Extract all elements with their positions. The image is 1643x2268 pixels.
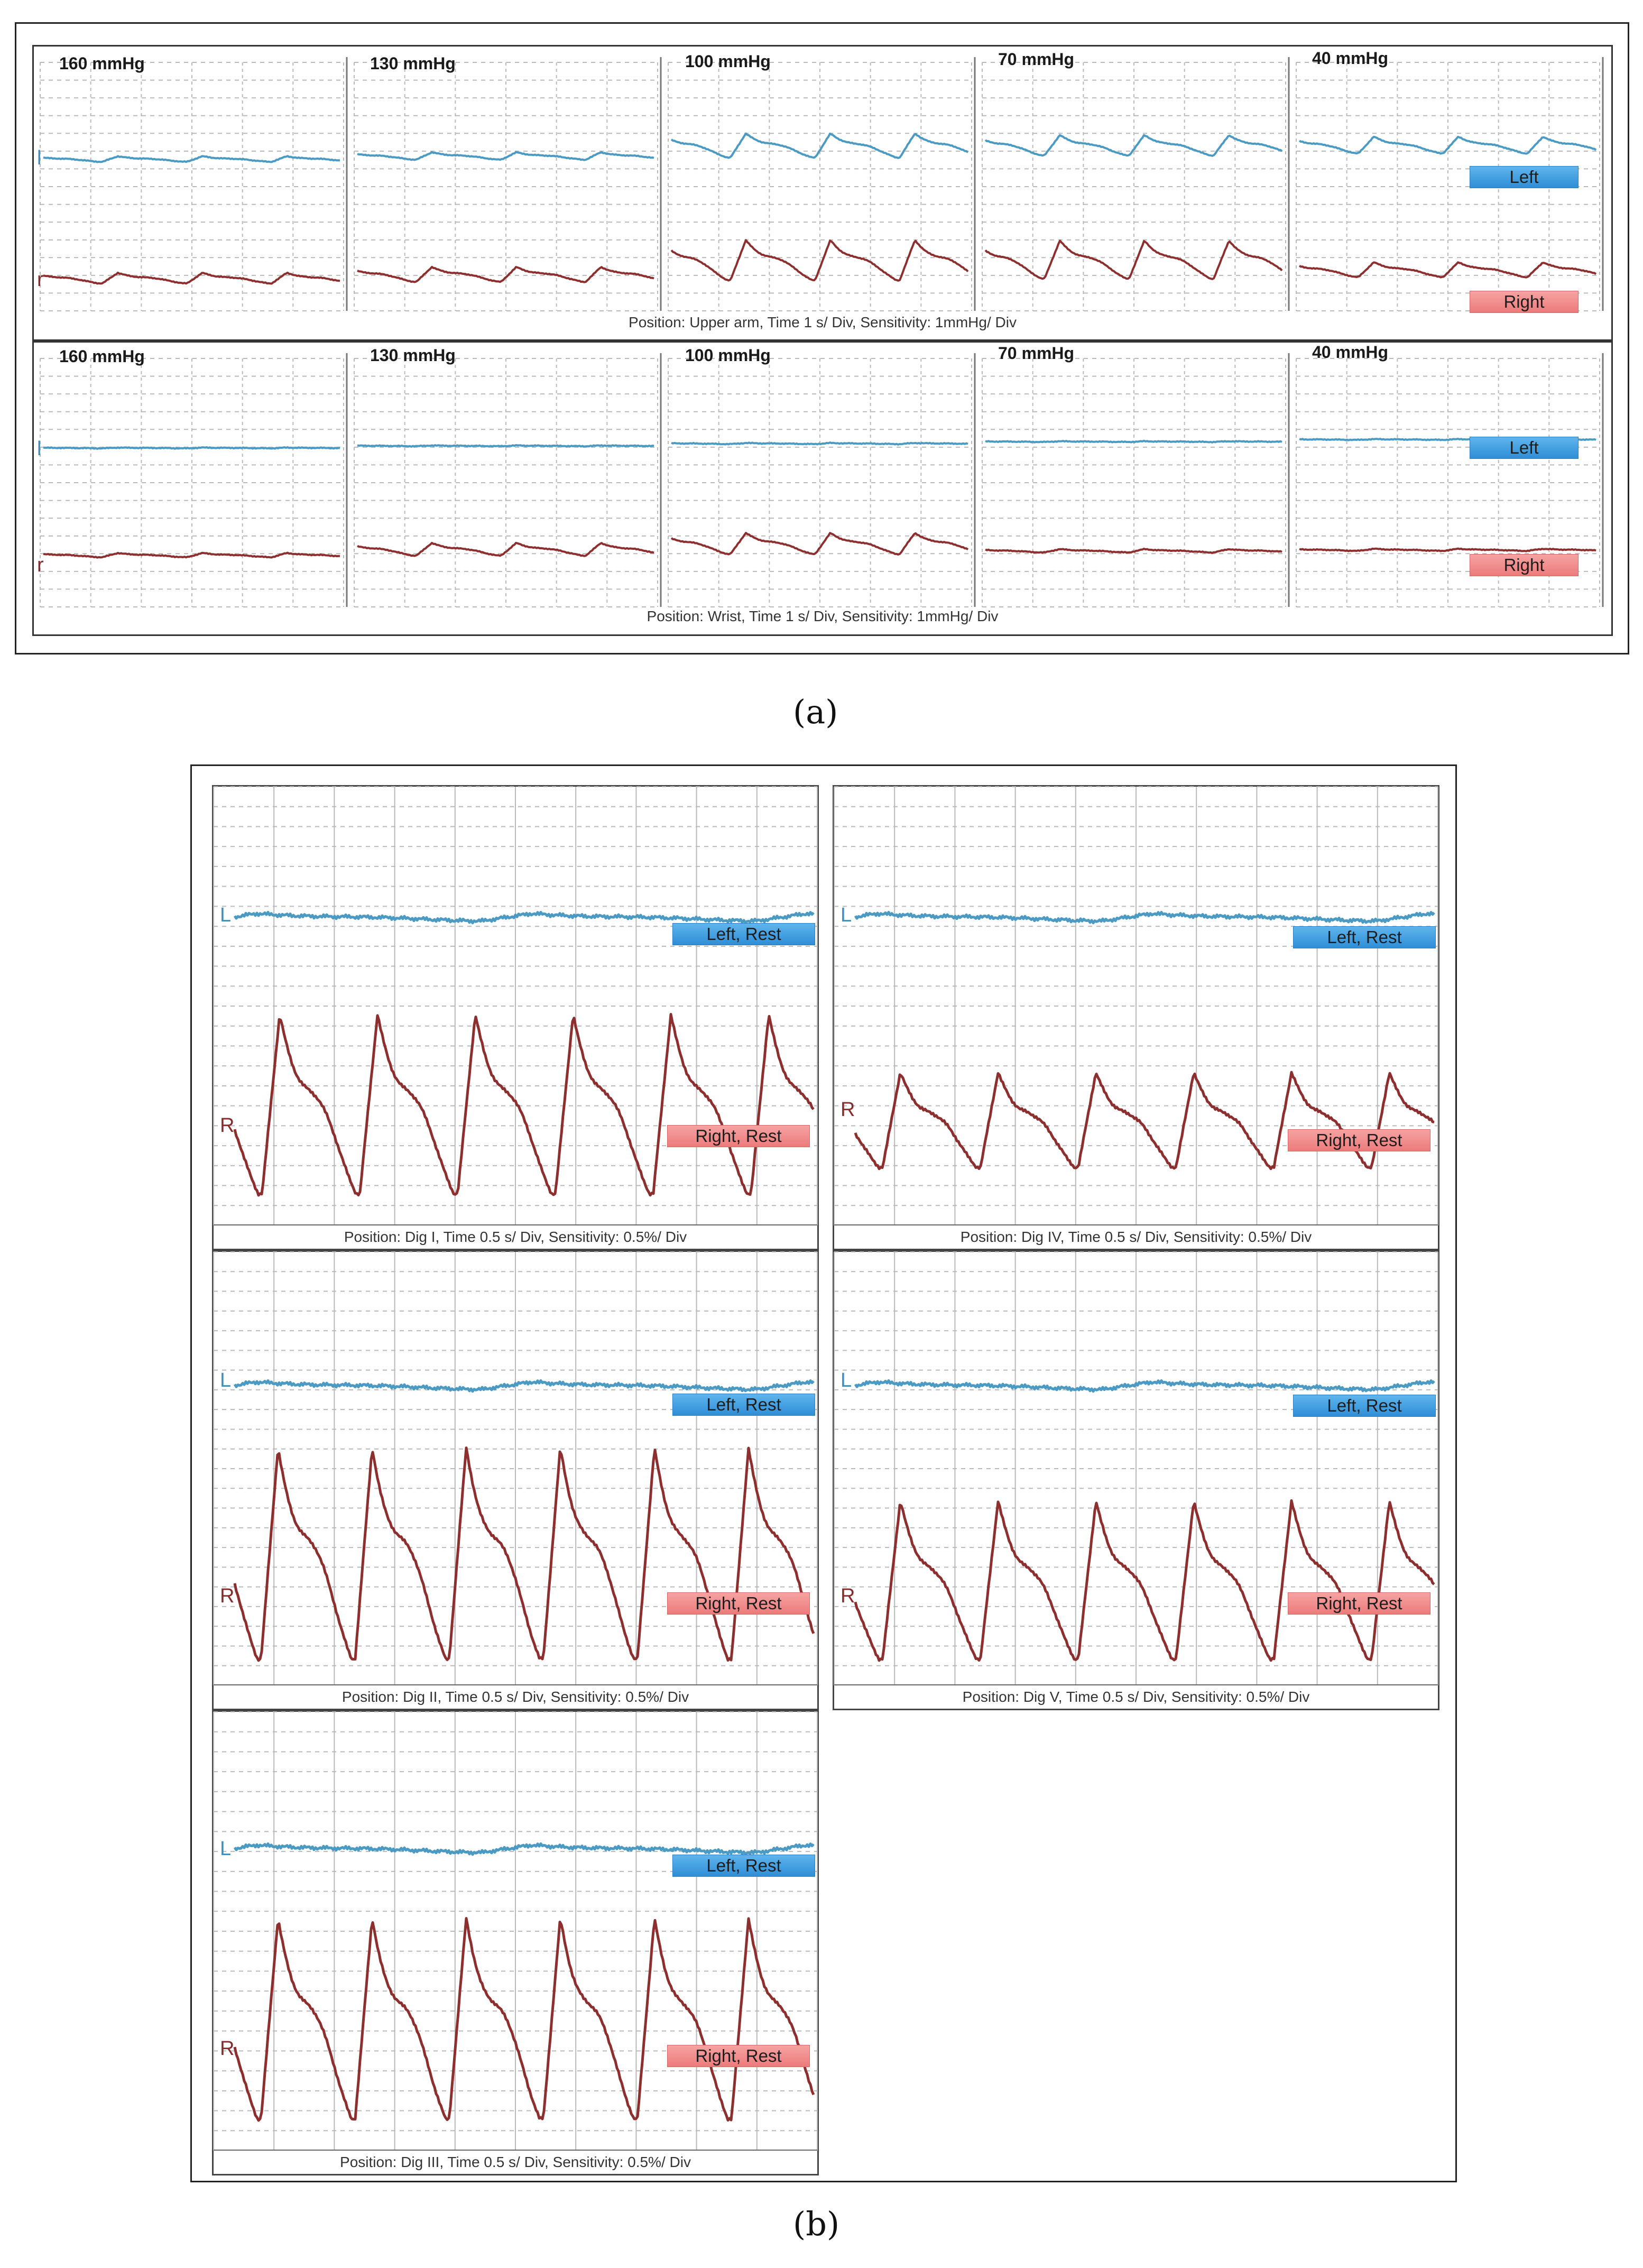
pressure-label-100: 100 mmHg [685,52,771,71]
dig-i-caption: Position: Dig I, Time 0.5 s/ Div, Sensitivity: 0.5%/ Div [214,1224,817,1249]
right-trace [235,1015,814,1195]
left-trace [235,1844,814,1855]
dig-ii-chart [214,1252,817,1685]
left-rest-tag: Left, Rest [672,923,815,945]
left-rest-tag: Left, Rest [1293,1395,1436,1417]
pressure-label-70: 70 mmHg [998,50,1075,69]
left-rest-tag: Left, Rest [672,1394,815,1416]
left-trace [357,445,654,447]
pressure-label-100: 100 mmHg [685,346,771,365]
left-rest-tag: Left, Rest [672,1855,815,1877]
subplot-dig-v [833,1250,1439,1710]
pressure-label-160: 160 mmHg [59,54,145,73]
panel-a-letter: (a) [793,693,838,731]
channel-r-label: R [220,1585,235,1607]
channel-l-label: L [220,1369,232,1391]
right-trace [235,1919,814,2121]
channel-r-label: r [37,269,44,291]
wrist-caption: Position: Wrist, Time 1 s/ Div, Sensitivity: 1mmHg/ Div [647,608,999,624]
pressure-label-40: 40 mmHg [1312,343,1389,362]
left-rest-tag: Left, Rest [1293,926,1436,948]
right-trace [43,553,340,558]
pressure-label-70: 70 mmHg [998,344,1075,363]
subplot-dig-i [212,785,819,1250]
left-tag: Left [1470,437,1579,459]
channel-r-label: R [220,2037,235,2060]
dig-iv-chart [834,787,1438,1225]
channel-l-label: l [37,147,42,169]
dig-iii-chart [214,1712,817,2151]
channel-r-label: r [37,554,44,576]
channel-l-label: l [37,438,42,460]
left-tag: Left [1470,166,1579,188]
right-trace [855,1072,1434,1169]
upper-arm-chart [34,47,1611,339]
wrist-chart [34,343,1611,634]
left-trace [855,912,1434,923]
right-trace [855,1500,1434,1661]
right-rest-tag: Right, Rest [667,1125,810,1147]
pressure-label-160: 160 mmHg [59,347,145,366]
left-trace [671,442,968,445]
channel-l-label: L [841,904,852,926]
channel-l-label: L [220,904,232,926]
upper-arm-strip [32,45,1613,341]
left-trace [43,447,340,449]
left-trace [235,912,814,923]
dig-iii-caption: Position: Dig III, Time 0.5 s/ Div, Sensitivity: 0.5%/ Div [214,2150,817,2174]
subplot-dig-ii [212,1250,819,1710]
right-rest-tag: Right, Rest [1288,1592,1430,1615]
dig-v-caption: Position: Dig V, Time 0.5 s/ Div, Sensitivity: 0.5%/ Div [834,1684,1438,1709]
channel-l-label: L [220,1838,232,1860]
panel-b-letter: (b) [793,2205,840,2243]
pressure-label-130: 130 mmHg [370,346,456,365]
channel-r-label: R [841,1099,855,1121]
panel-b-frame [190,764,1457,2182]
subplot-dig-iii [212,1710,819,2175]
left-trace [985,441,1282,442]
upper-arm-caption: Position: Upper arm, Time 1 s/ Div, Sensitivity: 1mmHg/ Div [629,314,1017,330]
dig-ii-caption: Position: Dig II, Time 0.5 s/ Div, Sensitivity: 0.5%/ Div [214,1684,817,1709]
dig-i-chart [214,787,817,1225]
panel-a-frame [15,22,1629,654]
right-tag: Right [1470,291,1579,313]
pressure-label-40: 40 mmHg [1312,49,1389,68]
channel-r-label: R [841,1585,855,1607]
pressure-label-130: 130 mmHg [370,54,456,73]
right-rest-tag: Right, Rest [667,2045,810,2067]
left-trace [855,1381,1434,1391]
right-rest-tag: Right, Rest [1288,1129,1430,1151]
channel-l-label: L [841,1369,852,1391]
channel-r-label: R [220,1114,235,1137]
dig-v-chart [834,1252,1438,1685]
wrist-strip [32,341,1613,636]
left-trace [235,1381,814,1391]
subplot-dig-iv [833,785,1439,1250]
right-tag: Right [1470,554,1579,576]
right-rest-tag: Right, Rest [667,1592,810,1615]
right-trace [235,1448,814,1661]
dig-iv-caption: Position: Dig IV, Time 0.5 s/ Div, Sensitivity: 0.5%/ Div [834,1224,1438,1249]
